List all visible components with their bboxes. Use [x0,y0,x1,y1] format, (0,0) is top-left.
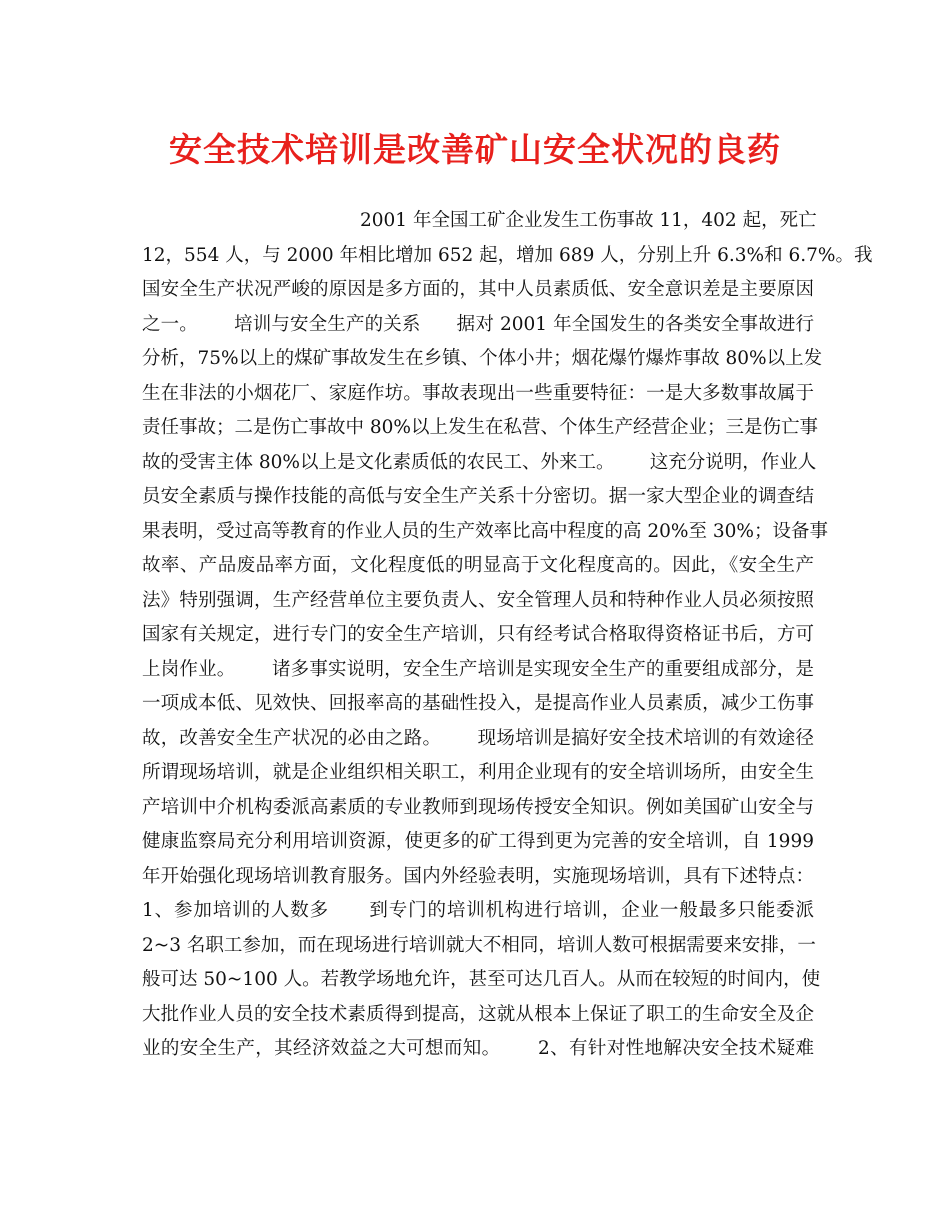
body-line: 大批作业人员的安全技术素质得到提高，这就从根本上保证了职工的生命安全及企 [142,1003,814,1025]
body-line: 故的受害主体 80%以上是文化素质低的农民工、外来工。 这充分说明，作业人 [142,451,817,473]
body-line: 业的安全生产，其经济效益之大可想而知。 2、有针对性地解决安全技术疑难 [142,1038,814,1059]
body-line: 分析，75%以上的煤矿事故发生在乡镇、个体小井；烟花爆竹爆炸事故 80%以上发 [142,348,823,369]
body-line: 故，改善安全生产状况的必由之路。 现场培训是搞好安全技术培训的有效途径 [142,727,814,749]
body-line: 般可达 50~100 人。若教学场地允许，甚至可达几百人。从而在较短的时间内，使 [142,969,821,990]
body-line: 产培训中介机构委派高素质的专业教师到现场传授安全知识。例如美国矿山安全与 [142,796,814,818]
body-line: 1、参加培训的人数多 到专门的培训机构进行培训，企业一般最多只能委派 [142,900,814,921]
body-line: 年开始强化现场培训教育服务。国内外经验表明，实施现场培训，具有下述特点： [142,865,814,887]
body-line: 2001 年全国工矿企业发生工伤事故 11，402 起，死亡 [360,210,817,231]
body-line: 国安全生产状况严峻的原因是多方面的，其中人员素质低、安全意识差是主要原因 [142,279,814,300]
body-line: 健康监察局充分利用培训资源，使更多的矿工得到更为完善的安全培训，自 1999 [142,831,814,852]
document-body [142,204,873,1067]
body-line: 之一。 培训与安全生产的关系 据对 2001 年全国发生的各类安全事故进行 [142,313,814,335]
document-title: 安全技术培训是改善矿山安全状况的良药 [169,130,781,169]
body-line: 国家有关规定，进行专门的安全生产培训，只有经考试合格取得资格证书后，方可 [142,624,814,645]
body-line: 责任事故；二是伤亡事故中 80%以上发生在私营、个体生产经营企业；三是伤亡事 [142,417,819,438]
body-line: 故率、产品废品率方面，文化程度低的明显高于文化程度高的。因此，《安全生产 [142,555,814,576]
body-line: 果表明，受过高等教育的作业人员的生产效率比高中程度的高 20%至 30%；设备事 [142,520,829,542]
body-line: 所谓现场培训，就是企业组织相关职工，利用企业现有的安全培训场所，由安全生 [142,762,814,783]
body-line: 法》特别强调，生产经营单位主要负责人、安全管理人员和特种作业人员必须按照 [142,589,814,611]
body-line: 一项成本低、见效快、回报率高的基础性投入，是提高作业人员素质，减少工伤事 [142,693,814,714]
body-line: 上岗作业。 诸多事实说明，安全生产培训是实现安全生产的重要组成部分，是 [142,658,814,680]
body-line: 生在非法的小烟花厂、家庭作坊。事故表现出一些重要特征：一是大多数事故属于 [142,382,814,404]
body-line: 员安全素质与操作技能的高低与安全生产关系十分密切。据一家大型企业的调查结 [142,486,814,507]
body-line: 12，554 人，与 2000 年相比增加 652 起，增加 689 人，分别上升 6.3%和 6.7%。我 [142,244,873,266]
body-line: 2~3 名职工参加，而在现场进行培训就大不相同，培训人数可根据需要来安排，一 [142,934,816,956]
